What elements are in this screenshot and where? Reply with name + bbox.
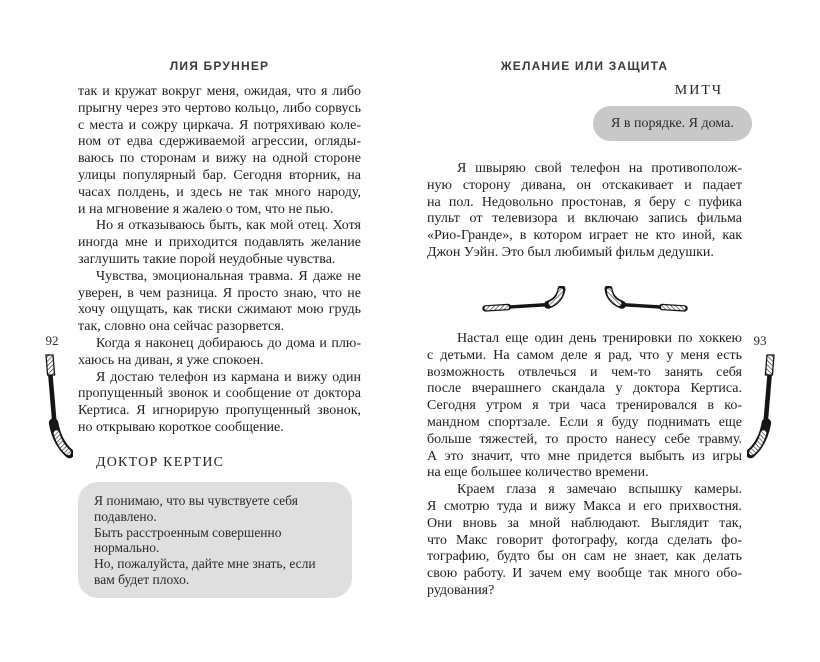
paragraph: [78, 370, 361, 437]
text-line: с детьми. На самом деле я рад, что у меня есть: [427, 347, 742, 363]
text-line: Настал еще один день тренировки по хоккею: [457, 331, 742, 346]
message-sender-doctor-curtis: ДОКТОР КЕРТИС: [96, 455, 225, 470]
text-line: Кертиса. Я игнорирую пропущенный звонок,: [78, 403, 361, 419]
body-text-left: [78, 84, 361, 437]
text-line: так, словно она сейчас разорвется.: [78, 319, 285, 335]
page-number-left: 92: [45, 333, 59, 348]
text-line: улицы популярный бар. Сегодня вторник, на: [78, 167, 361, 183]
body-text-right-top: [427, 161, 742, 262]
text-line: рудования?: [427, 582, 495, 598]
text-line: и на мгновение я жалею о том, что не пью.: [78, 201, 334, 217]
paragraph: [427, 331, 742, 482]
text-line: ваюсь по сторонам и вижу на одной стороне: [78, 151, 361, 167]
text-line: Чувства, эмоциональная травма. Я даже не: [96, 268, 361, 284]
text-line: Я достаю телефон из кармана и вижу один: [96, 369, 361, 385]
text-line: заглушить такие порой неудобные чувства.: [78, 251, 336, 267]
page-number-right: 93: [753, 333, 767, 348]
text-line: прыгну через это чертово кольцо, либо сорвусь: [78, 100, 361, 116]
paragraph: [78, 218, 361, 268]
text-line: пульт от телевизора и включаю запись фильма: [427, 211, 742, 227]
text-line: тографию, будто бы он сам не знает, как делать: [427, 549, 742, 565]
text-line: Но я отказываюсь быть, как мой отец. Хотя: [96, 218, 361, 234]
text-line: мандном спортзале. Если я буду поднимать еще: [427, 414, 742, 430]
paragraph: [78, 84, 361, 218]
text-line: пропущенный звонок и сообщение от доктора: [78, 386, 361, 402]
running-header-title: ЖЕЛАНИЕ ИЛИ ЗАЩИТА: [500, 59, 669, 73]
text-line: уверен, в чем разница. Я просто знаю, что не: [78, 285, 361, 301]
text-line: свою работу. И зачем ему вообще так много обо-: [427, 566, 742, 582]
hockey-sticks-divider-icon: [427, 282, 742, 316]
text-line: после вчерашнего скандала у доктора Кертиса.: [427, 381, 742, 397]
hockey-stick-icon: [37, 353, 73, 470]
paragraph: [78, 336, 361, 370]
body-text-right-bottom: [427, 331, 742, 600]
text-line: ном от едва сдерживаемой агрессии, огляды-: [78, 134, 361, 150]
text-line: ную сторону дивана, он отскакивает и падает: [427, 177, 742, 193]
text-line: Краем глаза я замечаю вспышку камеры.: [457, 482, 742, 498]
text-line: хаюсь на диван, я уже спокоен.: [78, 352, 264, 368]
text-line: на пол. Недовольно простонав, я беру с пуфика: [427, 194, 742, 210]
text-line: что Макс говорит фотографу, когда сделать фо-: [427, 532, 742, 548]
text-line: так и кружат вокруг меня, ожидая, что я либо: [78, 84, 361, 99]
text-line: Я швыряю свой телефон на противополож-: [457, 161, 742, 176]
text-line: хочу ощущать, как тиски сжимают мою грудь: [78, 302, 361, 318]
text-line: иногда мне и приходится подавлять желание: [78, 235, 361, 251]
text-line: на еще большее количество времени.: [427, 465, 649, 481]
text-line: с места и сожру циркача. Я потряхиваю коле-: [78, 117, 361, 133]
message-sender-mitch: МИТЧ: [674, 83, 723, 98]
text-line: больше тяжестей, то просто нанесу себе травму.: [427, 431, 742, 447]
text-line: А это значит, что мне придется выбыть из игры: [427, 448, 742, 464]
paragraph: [78, 269, 361, 336]
text-line: Я смотрю туда и вижу Макса и его прихвостня.: [427, 498, 742, 514]
hockey-stick-icon: [747, 353, 783, 470]
running-header-author: ЛИЯ БРУННЕР: [169, 59, 270, 73]
text-line: Джон Уэйн. Это был любимый фильм дедушки.: [427, 244, 714, 260]
text-line: «Рио-Гранде», в котором играет не кто иной, как: [427, 228, 742, 244]
text-line: часах полдень, и здесь не так много народу,: [78, 184, 361, 200]
paragraph: [427, 482, 742, 600]
text-line: Они вновь за мной наблюдают. Выглядит так,: [427, 515, 742, 531]
text-line: Когда я наконец добираюсь до дома и плю-: [96, 335, 361, 351]
message-bubble-doctor: Я понимаю, что вы чувствуете себя подавлено. Быть расстроенным совершенно нормально. Но, пожалуйста, дайте мне знать, если вам будет плохо.: [78, 482, 352, 598]
text-line: Сегодня утром я три часа тренировался в ко-: [427, 398, 742, 414]
paragraph: [427, 161, 742, 262]
text-line: возможность отвлечься и чем-то занять себя: [427, 364, 742, 380]
message-bubble-mitch: Я в порядке. Я дома.: [593, 106, 752, 141]
text-line: но открываю короткое сообщение.: [78, 419, 284, 435]
